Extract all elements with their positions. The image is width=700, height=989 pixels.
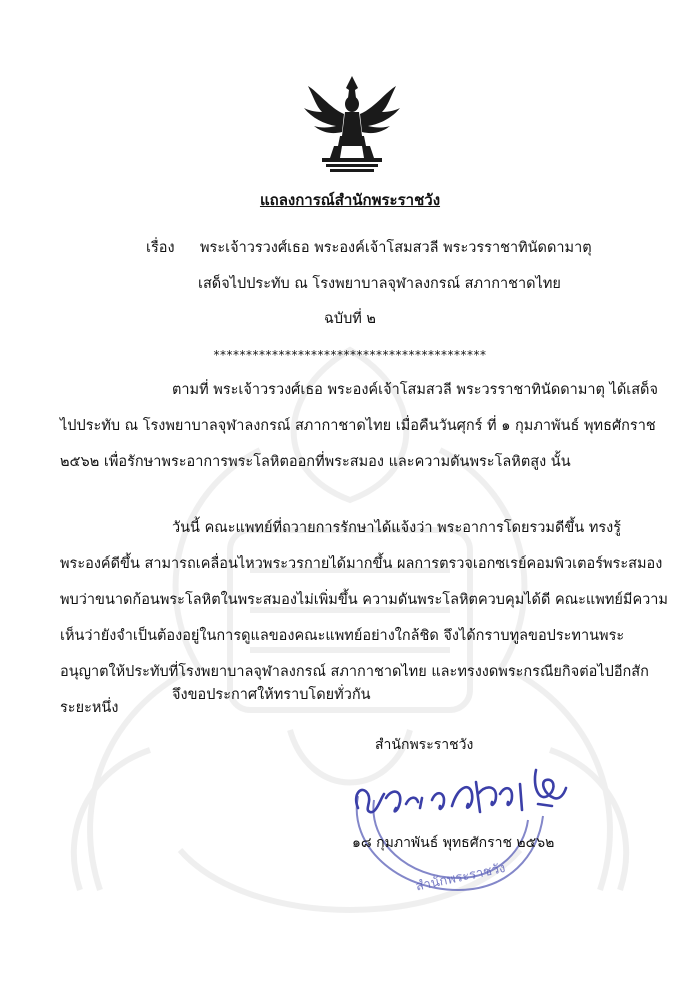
paragraph-1-text: ตามที่ พระเจ้าวรวงศ์เธอ พระองค์เจ้าโสมสวลี พระวรราชาทินัดดามาตุ ได้เสด็จไปประทับ ณ โรงพยาบาลจุฬาลงกรณ์ สภากาชาดไทย เมื่อคืนวันศุกร์ ที่ ๑ กุมภาพันธ์ พุทธศักราช ๒๕๖๒ เพื่อรักษาพระอาการพระโลหิตออกที่พระสมอง และความดันพระโลหิตสูง นั้น bbox=[60, 382, 658, 470]
announcement-title: แถลงการณ์สำนักพระราชวัง bbox=[259, 191, 441, 209]
signature-block bbox=[330, 734, 590, 894]
closing-line: จึงขอประกาศให้ทราบโดยทั่วกัน bbox=[172, 687, 371, 703]
separator-line: ****************************************** bbox=[213, 348, 487, 362]
garuda-emblem-icon bbox=[300, 72, 404, 176]
stamp-text: สำนักพระราชวัง bbox=[414, 860, 507, 895]
paragraph-2-text: วันนี้ คณะแพทย์ที่ถวายการรักษาได้แจ้งว่า พระอาการโดยรวมดีขึ้น ทรงรู้พระองค์ดีขึ้น สามารถเคลื่อนไหวพระวรกายได้มากขึ้น ผลการตรวจเอกซเรย์คอมพิวเตอร์พระสมองพบว่าขนาดก้อนพระโลหิตในพระสมองไม่เพิ่มขึ้น ความดันพระโลหิตควบคุมได้ดี คณะแพทย์มีความเห็นว่ายังจำเป็นต้องอยู่ในการดูแลของคณะแพทย์อย่างใกล้ชิด จึงได้กราบทูลขอประทานพระอนุญาตให้ประทับที่โรงพยาบาลจุฬาลงกรณ์ สภากาชาดไทย และทรงงดพระกรณียกิจต่อไปอีกสักระยะหนึ่ง bbox=[60, 520, 668, 716]
handwritten-signature bbox=[340, 764, 570, 824]
announcement-date: ๑๘ กุมภาพันธ์ พุทธศักราช ๒๕๖๒ bbox=[352, 835, 555, 851]
subject-label: เรื่อง bbox=[146, 240, 175, 256]
subject-line-1: พระเจ้าวรวงศ์เธอ พระองค์เจ้าโสมสวลี พระวรราชาทินัดดามาตุ bbox=[200, 240, 592, 256]
signature-organization: สำนักพระราชวัง bbox=[375, 737, 474, 753]
paragraph-1 bbox=[60, 372, 668, 480]
issue-number: ฉบับที่ ๒ bbox=[323, 311, 376, 327]
subject-line-2: เสด็จไปประทับ ณ โรงพยาบาลจุฬาลงกรณ์ สภากาชาดไทย bbox=[198, 276, 561, 292]
